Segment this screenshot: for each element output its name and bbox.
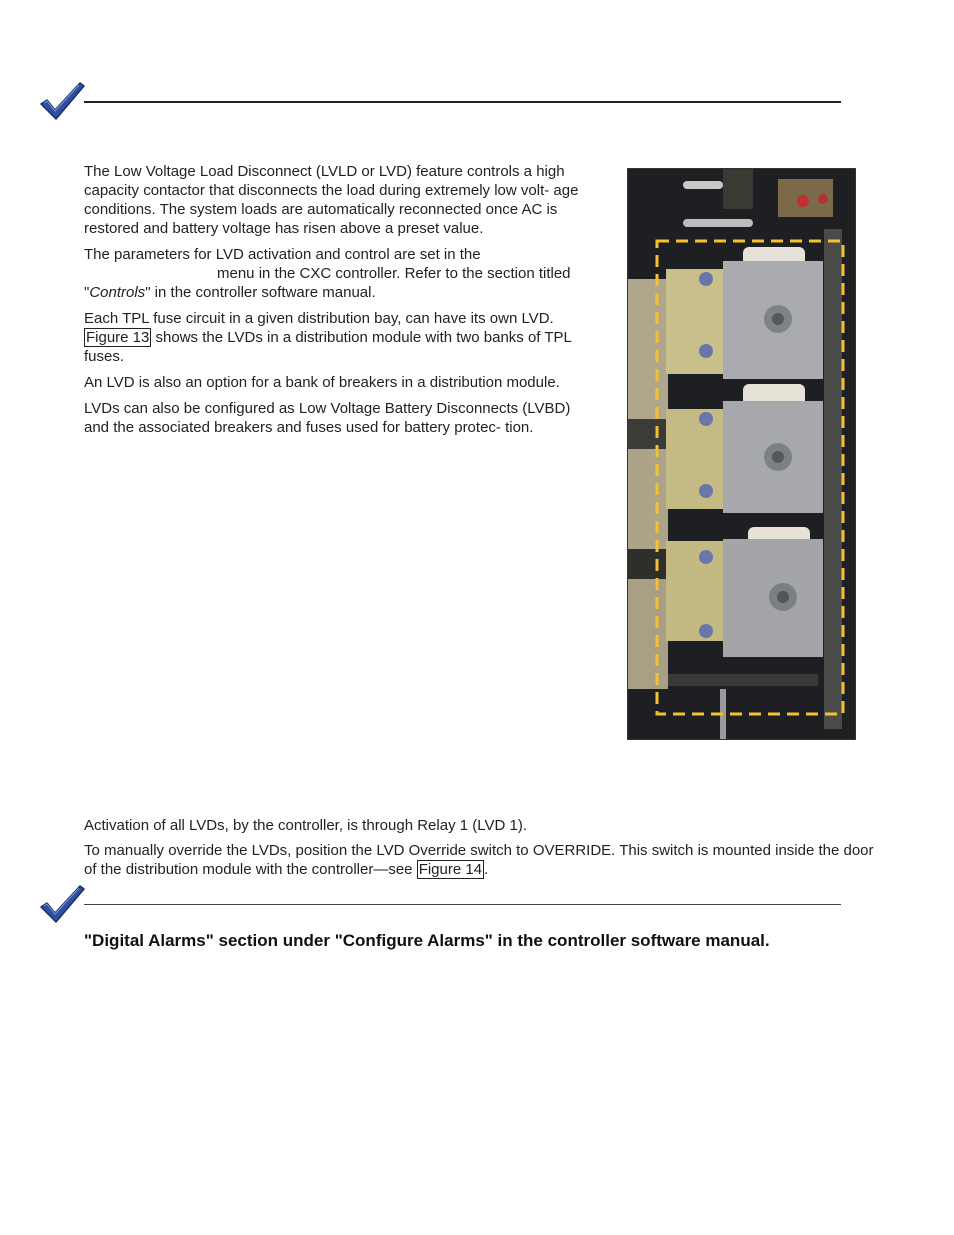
lvd-contactors-photo — [627, 168, 856, 740]
paragraph-lvd-intro: The Low Voltage Load Disconnect (LVLD or LVD) feature controls a high capacity contactor that disconnects the load during extremely low volt- age conditions. The system loads are automatically reconnected once AC is restored and battery voltage has risen above a preset value. — [84, 163, 579, 237]
lower-text — [84, 816, 884, 885]
paragraph-lvd-parameters: The parameters for LVD activation and control are set in the menu in the CXC controller. Refer to the section titled "Controls" in the controller software manual. — [84, 246, 571, 301]
figure-13-link[interactable]: Figure 13 — [86, 329, 150, 346]
note-divider-top — [84, 101, 841, 103]
controls-reference: Controls — [89, 284, 146, 301]
checkmark-icon — [38, 883, 86, 925]
checkmark-icon — [38, 80, 86, 122]
paragraph-breaker-option: An LVD is also an option for a bank of breakers in a distribution module. — [84, 374, 560, 391]
paragraph-tpl-fuse: Each TPL fuse circuit in a given distribution bay, can have its own LVD. Figure 13 shows the LVDs in a distribution module with two banks of TPL fuses. — [84, 310, 572, 365]
paragraph-relay-activation: Activation of all LVDs, by the controller, is through Relay 1 (LVD 1). — [84, 817, 527, 834]
paragraph-lvbd: LVDs can also be configured as Low Voltage Battery Disconnects (LVBD) and the associated breakers and fuses used for battery protec- tion. — [84, 400, 571, 436]
note-divider-bottom — [84, 904, 841, 905]
figure-14-link[interactable]: Figure 14 — [418, 861, 483, 878]
paragraph-manual-override: To manually override the LVDs, position the LVD Override switch to OVERRIDE. This switch is mounted inside the door of the distribution module with the controller—see Figure 14 . — [84, 842, 874, 878]
note-digital-alarms: "Digital Alarms" section under "Configure Alarms" in the controller software manual. — [84, 931, 770, 950]
body-text-column — [84, 162, 590, 444]
